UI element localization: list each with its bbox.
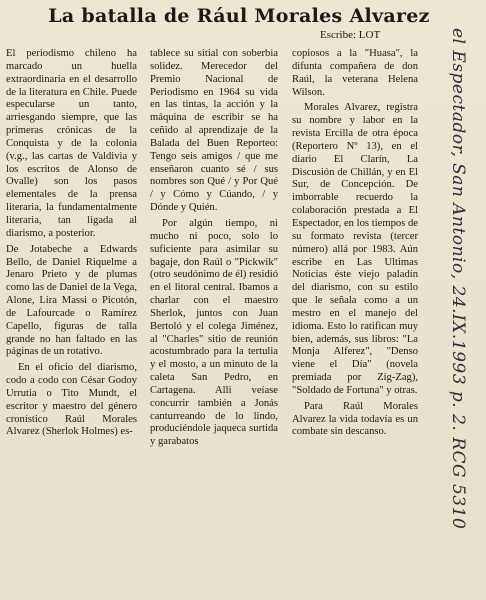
paragraph: Por algún tiempo, ni mucho ni poco, solo lo suficiente para asimilar su bagaje, don Raúl o "Pickwik" (otro seudónimo de él) residió en el litoral central. Ibamos a charlar con el maestro Sherlok, juntos con Juan Bertoló y el colega Jiménez, al "Charles" sitio de reunión acostumbrado para la tertulia y el mosto, a un minuto de la caleta San Pedro, en Cartagena. Alli veíase concurrir también a Jonás canturreando de lo lindo, produciéndole jaqueca surtida y garabatos [150, 217, 278, 448]
paragraph: tablece su sitial con soberbia solidez. Merecedor del Premio Nacional de Periodismo en 1964 su vida en las tintas, la acción y la máquina de escribir se ha ceñido al aprendizaje de la Balada del Buen Reporteo: Tengo seis amigos / que me enseñaron cuanto sé / sus nombres son Qué / y Por Qué / y Cómo y Cúando, / y Dónde y Quién. [150, 48, 278, 214]
handwritten-annotation [436, 28, 480, 598]
article-column-3 [292, 48, 418, 439]
paragraph: En el oficio del diarismo, codo a codo con César Godoy Urrutia o Tito Mundt, el escritor y maestro del género cronístico Raúl Morales Alvarez (Sherlok Holmes) es- [6, 362, 137, 438]
article-headline: La batalla de Rául Morales Alvarez [48, 5, 430, 27]
paragraph: Morales Alvarez, registra su nombre y labor en la revista Ercilla de otra época (Reportero Nº 13), en el diario El Clarín, La Discusión de Chillán, y en El Sur, de Concepción. De imborrable recuerdo la colaboración prestada a El Espectador, en los tiempos de su formato revista (tercer número) allá por 1983. Aún escribe en Las Ultimas Noticias éste viejo paladín del diarismo, con su estilo que le señala como a un mestro en el manejo del idioma. Esto lo ratifican muy bien, además, sus libros: "La Monja Alferez", "Denso viene el Día" (novela premiada por Zig-Zag), "Soldado de Fortuna" y otras. [292, 102, 418, 396]
article-column-1 [6, 48, 137, 439]
article-byline: Escribe: LOT [320, 29, 381, 41]
article-column-2 [150, 48, 278, 449]
paragraph: De Jotabeche a Edwards Bello, de Daniel Riquelme a Jenaro Prieto y de plumas como las de Daniel de la Vega, Alone, Lira Massi o Picotón, de Lafourcade o Ramírez Capello, figuras de talla grande no han faltado en las páginas de un rotativo. [6, 243, 137, 358]
annotation-text: el Espectador, San Antonio, 24.IX.1993 p. 2. RCG 5310 [448, 28, 468, 530]
paragraph: copiosos a la "Huasa", la difunta compañera de don Raúl, la veterana Helena Wilson. [292, 48, 418, 98]
paragraph: Para Raúl Morales Alvarez la vida todavía es un combate sin descanso. [292, 400, 418, 438]
paragraph: El periodismo chileno ha marcado un huella extraordinaria en el desarrollo de la literatura en Chile. Puede especularse un tanto, arriesgando siempre, que las primeras crónicas de la Conquista y de la colonia (v.g., las cartas de Valdivia y los escritos de Alonso de Ovalle) son los pasos elementales de la prensa literaria, la fundamentalmente literaria, tan ligada al diarismo, a posterior. [6, 48, 137, 239]
